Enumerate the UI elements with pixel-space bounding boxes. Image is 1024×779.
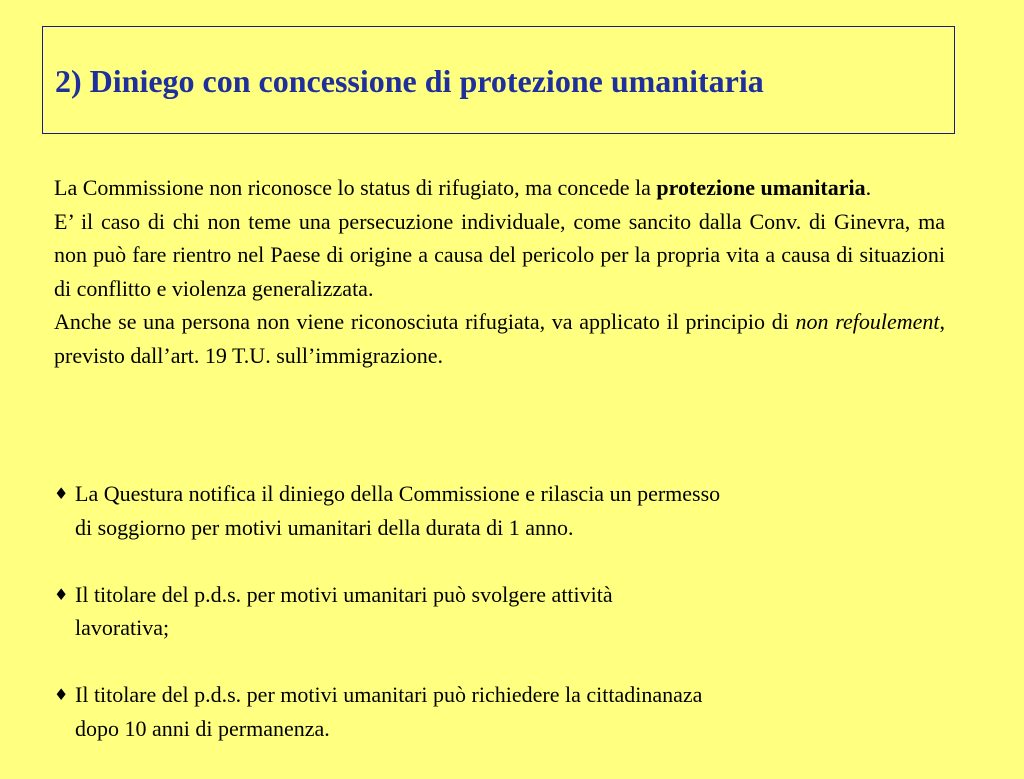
paragraph-3-text: Anche se una persona non viene riconosciuta rifugiata, va applicato il principio di <box>54 309 796 334</box>
paragraph-3-italic: non refoulement <box>795 309 940 334</box>
bullet-list <box>54 477 954 779</box>
paragraph-3 <box>54 305 945 372</box>
paragraph-3-end: , previsto dall’art. 19 T.U. sull’immigrazione. <box>54 309 946 368</box>
bullet-line: dopo 10 anni di permanenza. <box>75 715 330 741</box>
paragraph-1-text: La Commissione non riconosce lo status di rifugiato, ma concede la <box>54 175 657 200</box>
bullet-line: La Questura notifica il diniego della Commissione e rilascia un permesso <box>75 481 721 506</box>
diamond-bullet-icon: ♦ <box>54 584 69 604</box>
paragraph-1 <box>54 171 945 205</box>
diamond-bullet-icon: ♦ <box>54 484 69 503</box>
bullet-item <box>54 678 954 745</box>
bullet-line: lavorativa; <box>75 615 170 640</box>
bullet-item <box>54 578 954 645</box>
body-text <box>54 171 945 372</box>
bullet-line: Il titolare del p.d.s. per motivi umanitari può svolgere attività <box>75 581 613 607</box>
bullet-item <box>54 477 954 544</box>
bullet-line: Il titolare del p.d.s. per motivi umanitari può richiedere la cittadinanaza <box>75 682 703 707</box>
diamond-bullet-icon: ♦ <box>54 685 69 704</box>
paragraph-1-bold: protezione umanitaria <box>656 175 866 200</box>
slide-title: 2) Diniego con concessione di protezione umanitaria <box>55 63 764 99</box>
bullet-line: di soggiorno per motivi umanitari della durata di 1 anno. <box>75 514 574 540</box>
title-box <box>42 26 955 134</box>
paragraph-2: E’ il caso di chi non teme una persecuzione individuale, come sancito dalla Conv. di Ginevra, ma non può fare rientro nel Paese di origine a causa del pericolo per la propria vita a causa di situazioni di conflitto e violenza generalizzata. <box>54 208 945 301</box>
paragraph-1-end: . <box>865 175 872 200</box>
